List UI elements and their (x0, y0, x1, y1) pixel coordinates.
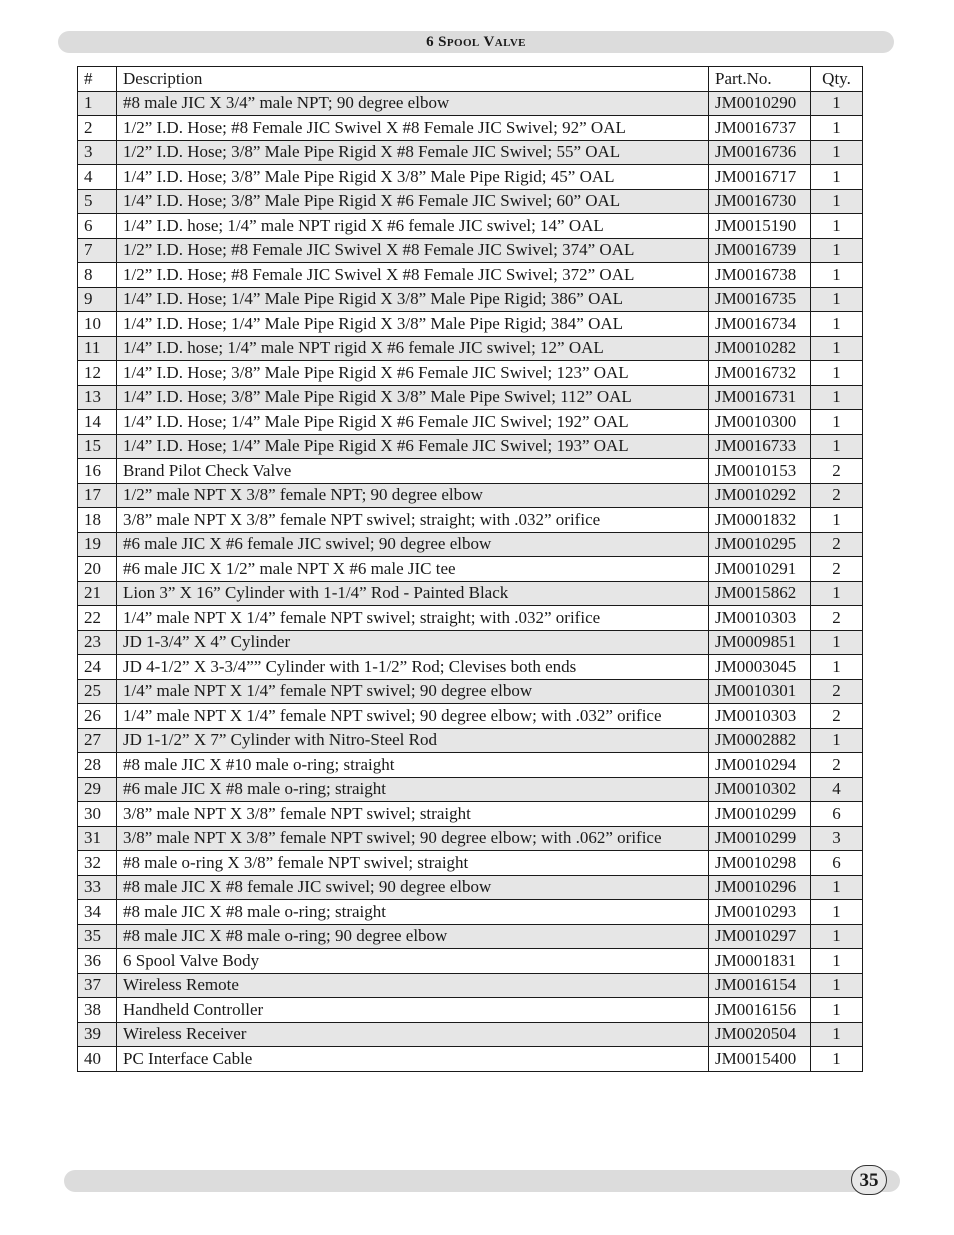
table-row (78, 214, 863, 239)
cell-part-no: JM0016735 (709, 287, 811, 312)
cell-qty: 1 (811, 581, 863, 606)
table-row (78, 973, 863, 998)
cell-qty: 1 (811, 116, 863, 141)
cell-qty: 1 (811, 214, 863, 239)
column-header-description: Description (117, 67, 709, 92)
table-row (78, 875, 863, 900)
cell-number: 35 (78, 924, 117, 949)
cell-qty: 1 (811, 1022, 863, 1047)
cell-part-no: JM0009851 (709, 630, 811, 655)
cell-qty: 1 (811, 238, 863, 263)
cell-number: 25 (78, 679, 117, 704)
cell-description: 1/4” I.D. hose; 1/4” male NPT rigid X #6 female JIC swivel; 12” OAL (117, 336, 709, 361)
cell-qty: 2 (811, 704, 863, 729)
table-row (78, 900, 863, 925)
cell-description: Handheld Controller (117, 998, 709, 1023)
cell-number: 13 (78, 385, 117, 410)
cell-qty: 1 (811, 263, 863, 288)
cell-part-no: JM0010303 (709, 704, 811, 729)
cell-qty: 6 (811, 802, 863, 827)
table-row (78, 998, 863, 1023)
cell-part-no: JM0010301 (709, 679, 811, 704)
cell-qty: 2 (811, 753, 863, 778)
cell-part-no: JM0016734 (709, 312, 811, 337)
table-row (78, 91, 863, 116)
cell-qty: 1 (811, 91, 863, 116)
cell-part-no: JM0010299 (709, 802, 811, 827)
table-row (78, 385, 863, 410)
cell-description: 3/8” male NPT X 3/8” female NPT swivel; 90 degree elbow; with .062” orifice (117, 826, 709, 851)
cell-number: 30 (78, 802, 117, 827)
footer-bar (64, 1170, 900, 1192)
cell-part-no: JM0010297 (709, 924, 811, 949)
cell-number: 21 (78, 581, 117, 606)
table-row (78, 361, 863, 386)
cell-qty: 2 (811, 459, 863, 484)
cell-description: 1/4” male NPT X 1/4” female NPT swivel; 90 degree elbow; with .032” orifice (117, 704, 709, 729)
parts-table (77, 66, 863, 1072)
cell-description: 1/2” I.D. Hose; #8 Female JIC Swivel X #8 Female JIC Swivel; 372” OAL (117, 263, 709, 288)
cell-part-no: JM0016731 (709, 385, 811, 410)
cell-description: 3/8” male NPT X 3/8” female NPT swivel; straight (117, 802, 709, 827)
cell-description: #8 male JIC X #10 male o-ring; straight (117, 753, 709, 778)
cell-qty: 2 (811, 532, 863, 557)
cell-description: 1/2” I.D. Hose; #8 Female JIC Swivel X #8 Female JIC Swivel; 374” OAL (117, 238, 709, 263)
table-row (78, 1047, 863, 1072)
cell-part-no: JM0015862 (709, 581, 811, 606)
cell-description: 1/4” I.D. Hose; 1/4” Male Pipe Rigid X 3/8” Male Pipe Rigid; 386” OAL (117, 287, 709, 312)
table-row (78, 802, 863, 827)
cell-qty: 1 (811, 361, 863, 386)
cell-qty: 1 (811, 336, 863, 361)
cell-part-no: JM0001832 (709, 508, 811, 533)
table-row (78, 630, 863, 655)
table-row (78, 287, 863, 312)
cell-part-no: JM0015400 (709, 1047, 811, 1072)
header-bar (58, 31, 894, 53)
cell-qty: 1 (811, 189, 863, 214)
cell-number: 26 (78, 704, 117, 729)
cell-number: 16 (78, 459, 117, 484)
cell-description: 1/4” I.D. Hose; 1/4” Male Pipe Rigid X #6 Female JIC Swivel; 192” OAL (117, 410, 709, 435)
cell-number: 4 (78, 165, 117, 190)
column-header-qty: Qty. (811, 67, 863, 92)
cell-number: 8 (78, 263, 117, 288)
cell-part-no: JM0010295 (709, 532, 811, 557)
cell-number: 20 (78, 557, 117, 582)
cell-number: 29 (78, 777, 117, 802)
column-header-number: # (78, 67, 117, 92)
cell-number: 19 (78, 532, 117, 557)
cell-description: Wireless Receiver (117, 1022, 709, 1047)
cell-number: 14 (78, 410, 117, 435)
cell-qty: 1 (811, 655, 863, 680)
cell-description: #6 male JIC X 1/2” male NPT X #6 male JIC tee (117, 557, 709, 582)
cell-part-no: JM0016156 (709, 998, 811, 1023)
cell-description: 1/4” I.D. Hose; 1/4” Male Pipe Rigid X 3/8” Male Pipe Rigid; 384” OAL (117, 312, 709, 337)
cell-qty: 1 (811, 728, 863, 753)
cell-part-no: JM0010282 (709, 336, 811, 361)
table-row (78, 949, 863, 974)
cell-part-no: JM0020504 (709, 1022, 811, 1047)
cell-qty: 3 (811, 826, 863, 851)
cell-part-no: JM0010294 (709, 753, 811, 778)
cell-number: 40 (78, 1047, 117, 1072)
cell-description: Lion 3” X 16” Cylinder with 1-1/4” Rod - Painted Black (117, 581, 709, 606)
cell-number: 11 (78, 336, 117, 361)
cell-description: 1/4” I.D. Hose; 3/8” Male Pipe Rigid X #6 Female JIC Swivel; 60” OAL (117, 189, 709, 214)
cell-number: 23 (78, 630, 117, 655)
cell-number: 15 (78, 434, 117, 459)
table-body (78, 91, 863, 1071)
table-row (78, 116, 863, 141)
cell-description: #8 male JIC X #8 male o-ring; straight (117, 900, 709, 925)
table-row (78, 753, 863, 778)
cell-part-no: JM0010303 (709, 606, 811, 631)
cell-qty: 1 (811, 287, 863, 312)
cell-part-no: JM0010298 (709, 851, 811, 876)
table-row (78, 336, 863, 361)
table-row (78, 508, 863, 533)
cell-number: 28 (78, 753, 117, 778)
cell-number: 32 (78, 851, 117, 876)
cell-part-no: JM0016737 (709, 116, 811, 141)
cell-description: JD 1-3/4” X 4” Cylinder (117, 630, 709, 655)
cell-part-no: JM0010290 (709, 91, 811, 116)
cell-description: 1/4” I.D. Hose; 1/4” Male Pipe Rigid X #6 Female JIC Swivel; 193” OAL (117, 434, 709, 459)
page-title: 6 Spool Valve (426, 34, 526, 50)
table-row (78, 189, 863, 214)
table-row (78, 312, 863, 337)
cell-description: #8 male JIC X #8 male o-ring; 90 degree elbow (117, 924, 709, 949)
cell-part-no: JM0015190 (709, 214, 811, 239)
table-row (78, 165, 863, 190)
cell-qty: 1 (811, 949, 863, 974)
cell-description: PC Interface Cable (117, 1047, 709, 1072)
table-row (78, 483, 863, 508)
cell-part-no: JM0016736 (709, 140, 811, 165)
cell-number: 31 (78, 826, 117, 851)
cell-qty: 2 (811, 606, 863, 631)
cell-description: 6 Spool Valve Body (117, 949, 709, 974)
cell-number: 3 (78, 140, 117, 165)
cell-part-no: JM0016738 (709, 263, 811, 288)
cell-description: #6 male JIC X #6 female JIC swivel; 90 degree elbow (117, 532, 709, 557)
table-row (78, 826, 863, 851)
cell-description: 3/8” male NPT X 3/8” female NPT swivel; straight; with .032” orifice (117, 508, 709, 533)
cell-qty: 1 (811, 998, 863, 1023)
cell-qty: 1 (811, 973, 863, 998)
table-row (78, 606, 863, 631)
cell-description: #8 male o-ring X 3/8” female NPT swivel; straight (117, 851, 709, 876)
cell-number: 37 (78, 973, 117, 998)
cell-description: 1/2” I.D. Hose; 3/8” Male Pipe Rigid X #8 Female JIC Swivel; 55” OAL (117, 140, 709, 165)
table-row (78, 263, 863, 288)
cell-description: JD 1-1/2” X 7” Cylinder with Nitro-Steel Rod (117, 728, 709, 753)
cell-number: 22 (78, 606, 117, 631)
cell-number: 18 (78, 508, 117, 533)
cell-number: 24 (78, 655, 117, 680)
cell-number: 33 (78, 875, 117, 900)
cell-qty: 1 (811, 312, 863, 337)
cell-description: 1/2” male NPT X 3/8” female NPT; 90 degree elbow (117, 483, 709, 508)
cell-qty: 1 (811, 924, 863, 949)
cell-description: 1/4” I.D. Hose; 3/8” Male Pipe Rigid X 3/8” Male Pipe Rigid; 45” OAL (117, 165, 709, 190)
table-row (78, 238, 863, 263)
cell-part-no: JM0001831 (709, 949, 811, 974)
cell-part-no: JM0010300 (709, 410, 811, 435)
cell-part-no: JM0003045 (709, 655, 811, 680)
cell-description: 1/4” I.D. Hose; 3/8” Male Pipe Rigid X 3/8” Male Pipe Swivel; 112” OAL (117, 385, 709, 410)
cell-description: 1/4” male NPT X 1/4” female NPT swivel; 90 degree elbow (117, 679, 709, 704)
cell-number: 5 (78, 189, 117, 214)
table-row (78, 410, 863, 435)
cell-number: 6 (78, 214, 117, 239)
cell-description: 1/4” I.D. Hose; 3/8” Male Pipe Rigid X #6 Female JIC Swivel; 123” OAL (117, 361, 709, 386)
table-row (78, 851, 863, 876)
cell-qty: 4 (811, 777, 863, 802)
cell-qty: 1 (811, 508, 863, 533)
cell-description: Wireless Remote (117, 973, 709, 998)
cell-description: JD 4-1/2” X 3-3/4”” Cylinder with 1-1/2” Rod; Clevises both ends (117, 655, 709, 680)
cell-number: 1 (78, 91, 117, 116)
cell-number: 12 (78, 361, 117, 386)
cell-number: 2 (78, 116, 117, 141)
cell-qty: 2 (811, 557, 863, 582)
table-row (78, 557, 863, 582)
cell-description: #6 male JIC X #8 male o-ring; straight (117, 777, 709, 802)
cell-qty: 1 (811, 875, 863, 900)
table-row (78, 459, 863, 484)
cell-description: #8 male JIC X 3/4” male NPT; 90 degree elbow (117, 91, 709, 116)
cell-part-no: JM0010153 (709, 459, 811, 484)
page-number: 35 (851, 1165, 887, 1195)
cell-number: 38 (78, 998, 117, 1023)
cell-part-no: JM0010302 (709, 777, 811, 802)
cell-number: 36 (78, 949, 117, 974)
cell-part-no: JM0016739 (709, 238, 811, 263)
cell-qty: 1 (811, 165, 863, 190)
table-row (78, 140, 863, 165)
cell-number: 34 (78, 900, 117, 925)
cell-description: 1/4” I.D. hose; 1/4” male NPT rigid X #6 female JIC swivel; 14” OAL (117, 214, 709, 239)
cell-qty: 2 (811, 483, 863, 508)
cell-part-no: JM0016732 (709, 361, 811, 386)
cell-number: 7 (78, 238, 117, 263)
cell-qty: 1 (811, 630, 863, 655)
cell-description: 1/4” male NPT X 1/4” female NPT swivel; straight; with .032” orifice (117, 606, 709, 631)
cell-number: 17 (78, 483, 117, 508)
cell-number: 10 (78, 312, 117, 337)
cell-qty: 6 (811, 851, 863, 876)
cell-part-no: JM0016730 (709, 189, 811, 214)
table-row (78, 679, 863, 704)
cell-number: 9 (78, 287, 117, 312)
cell-part-no: JM0016717 (709, 165, 811, 190)
cell-number: 39 (78, 1022, 117, 1047)
cell-qty: 1 (811, 385, 863, 410)
table-row (78, 581, 863, 606)
table-row (78, 1022, 863, 1047)
table-header (78, 67, 863, 92)
table-row (78, 655, 863, 680)
cell-qty: 2 (811, 679, 863, 704)
table-row (78, 434, 863, 459)
cell-qty: 1 (811, 434, 863, 459)
cell-number: 27 (78, 728, 117, 753)
cell-part-no: JM0016154 (709, 973, 811, 998)
cell-qty: 1 (811, 1047, 863, 1072)
cell-description: #8 male JIC X #8 female JIC swivel; 90 degree elbow (117, 875, 709, 900)
cell-part-no: JM0010293 (709, 900, 811, 925)
cell-description: 1/2” I.D. Hose; #8 Female JIC Swivel X #8 Female JIC Swivel; 92” OAL (117, 116, 709, 141)
cell-part-no: JM0010292 (709, 483, 811, 508)
cell-qty: 1 (811, 140, 863, 165)
cell-part-no: JM0016733 (709, 434, 811, 459)
cell-description: Brand Pilot Check Valve (117, 459, 709, 484)
cell-part-no: JM0010299 (709, 826, 811, 851)
cell-part-no: JM0010291 (709, 557, 811, 582)
table-row (78, 728, 863, 753)
table-row (78, 704, 863, 729)
cell-part-no: JM0010296 (709, 875, 811, 900)
cell-part-no: JM0002882 (709, 728, 811, 753)
column-header-part-no: Part.No. (709, 67, 811, 92)
cell-qty: 1 (811, 900, 863, 925)
cell-qty: 1 (811, 410, 863, 435)
table-row (78, 777, 863, 802)
header-row (78, 67, 863, 92)
table-row (78, 532, 863, 557)
table-row (78, 924, 863, 949)
